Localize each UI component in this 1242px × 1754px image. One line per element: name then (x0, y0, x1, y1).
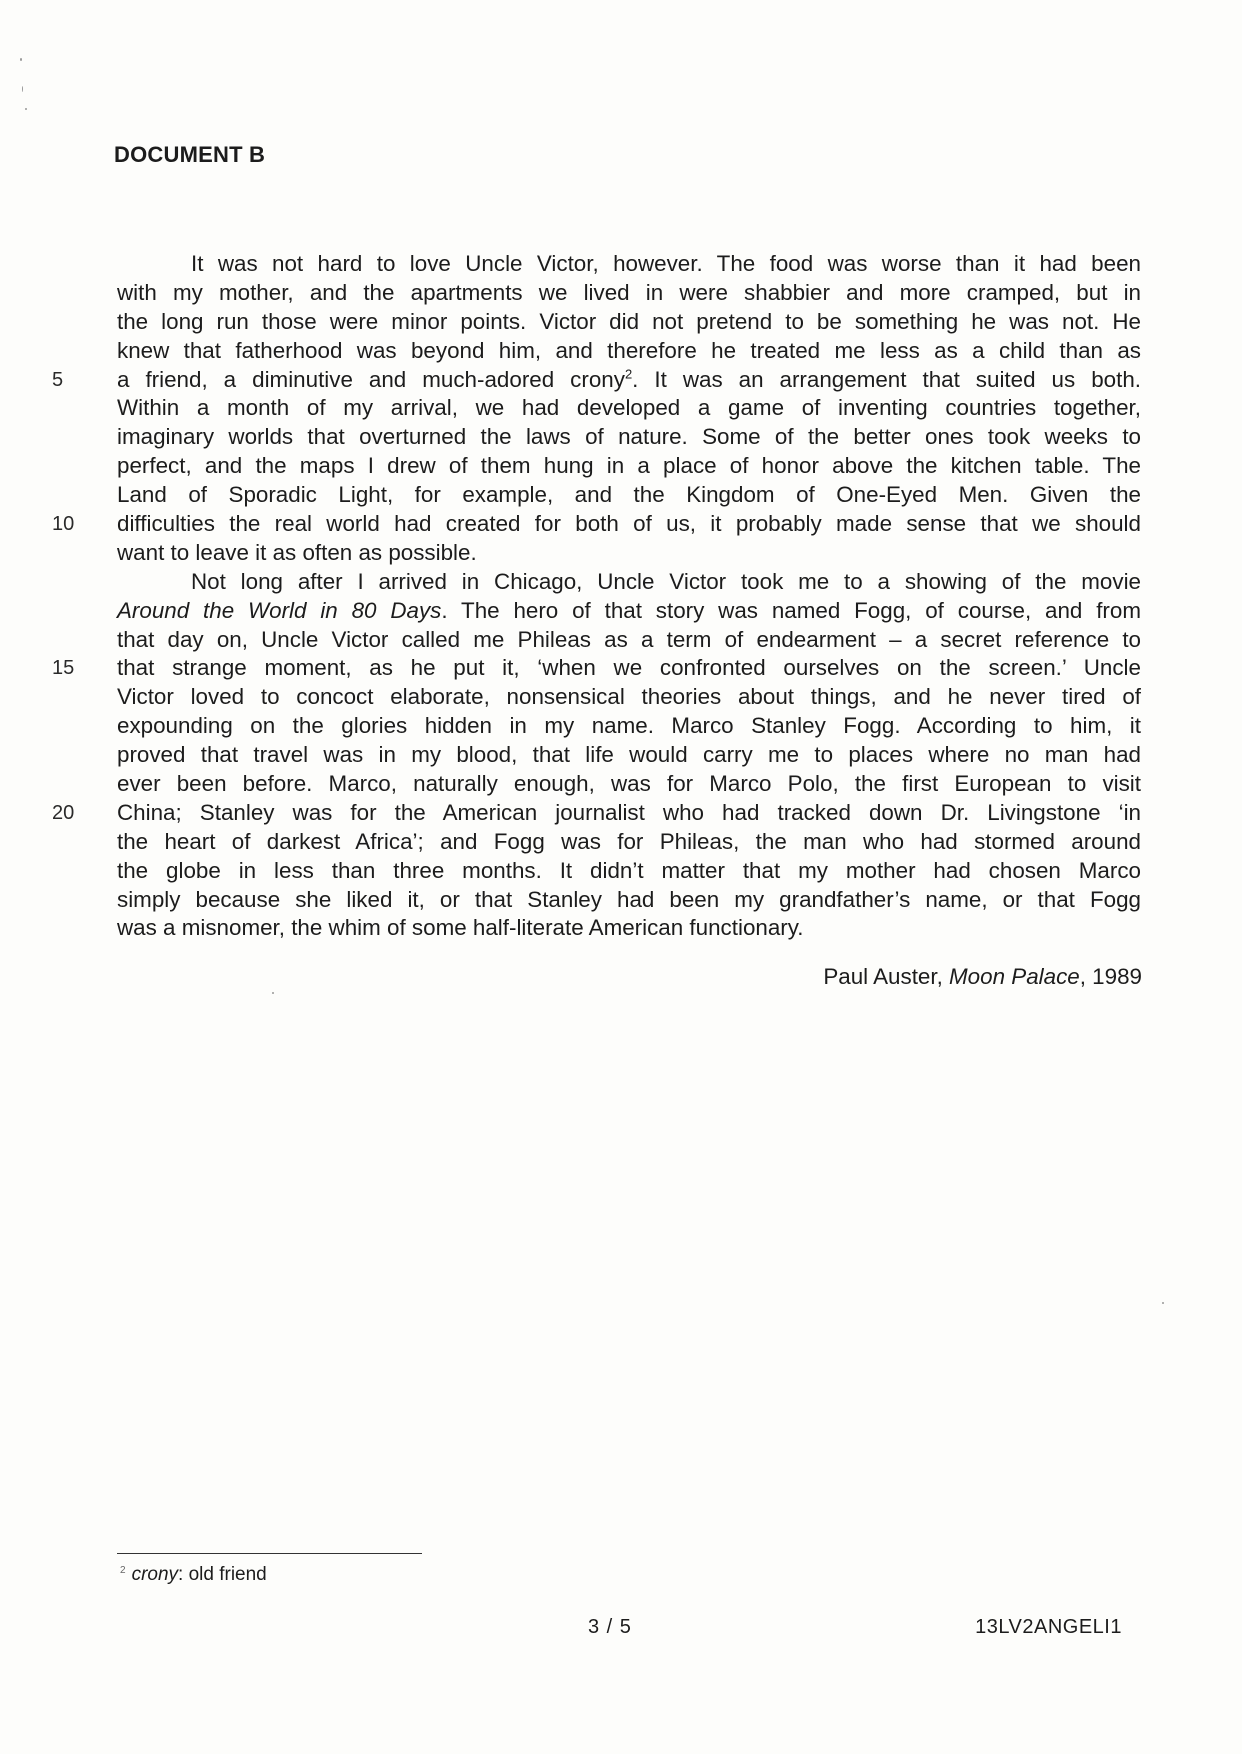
source-year: , 1989 (1079, 964, 1142, 989)
line-text: want to leave it as often as possible. (117, 539, 477, 565)
line-text: that strange moment, as he put it, ‘when we confronted ourselves on the screen.’ Uncle (117, 655, 1141, 681)
footnote-term: crony (131, 1564, 179, 1585)
passage-line (117, 279, 1141, 308)
passage-line (117, 770, 1141, 799)
line-text: expounding on the glories hidden in my name. Marco Stanley Fogg. According to him, it (117, 713, 1141, 739)
line-text: ever been before. Marco, naturally enough, was for Marco Polo, the first European to visit (117, 771, 1141, 797)
passage-line (117, 452, 1141, 481)
footnote-reference: 2 (624, 366, 633, 382)
line-number: 10 (52, 513, 75, 536)
scan-speck (272, 992, 274, 994)
line-text: China; Stanley was for the American journalist who had tracked down Dr. Livingstone ‘in (117, 799, 1141, 825)
passage-line (117, 741, 1141, 770)
passage-line (117, 250, 1141, 279)
line-text: imaginary worlds that overturned the laws of nature. Some of the better ones took weeks to (117, 424, 1141, 450)
footnote (120, 1564, 267, 1586)
page-number: 3 / 5 (588, 1616, 632, 1638)
line-text: that day on, Uncle Victor called me Phileas as a term of endearment – a secret reference to (117, 626, 1141, 652)
line-number: 5 (52, 368, 64, 391)
line-text: perfect, and the maps I drew of them hung in a place of honor above the kitchen table. The (117, 453, 1141, 479)
scan-speck (1162, 1302, 1164, 1304)
passage-line (52, 654, 1141, 683)
line-text: It was not hard to love Uncle Victor, however. The food was worse than it had been (191, 251, 1141, 276)
source-title: Moon Palace (949, 964, 1080, 989)
passage-line (117, 539, 1141, 568)
passage-line (117, 712, 1141, 741)
movie-title: Around the World in 80 Days (117, 597, 442, 623)
passage-line (117, 886, 1141, 915)
passage-line (117, 308, 1141, 337)
line-text: Land of Sporadic Light, for example, and the Kingdom of One-Eyed Men. Given the (117, 482, 1141, 508)
line-text: was a misnomer, the whim of some half-literate American functionary. (117, 915, 804, 941)
line-text: Victor loved to concoct elaborate, nonsensical theories about things, and he never tired of (117, 684, 1141, 710)
passage-line (117, 568, 1141, 597)
line-text: knew that fatherhood was beyond him, and therefore he treated me less as a child than as (117, 337, 1141, 363)
source-citation (823, 964, 1142, 990)
passage-line (117, 337, 1141, 366)
footnote-marker: 2 (120, 1564, 126, 1576)
passage-line (117, 626, 1141, 655)
passage-line (117, 394, 1141, 423)
line-text: the globe in less than three months. It didn’t matter that my mother had chosen Marco (117, 857, 1141, 883)
line-text: a friend, a diminutive and much-adored crony$^2$. It was an arrangement that suited us both. (117, 366, 1141, 392)
passage-line (117, 828, 1141, 857)
source-author: Paul Auster, (823, 964, 950, 989)
passage-line (52, 366, 1141, 395)
line-text: the long run those were minor points. Victor did not pretend to be something he was not. He (117, 308, 1141, 334)
passage-line (117, 481, 1141, 510)
line-text: Around the World in 80 Days. The hero of that story was named Fogg, of course, and from (117, 597, 1141, 623)
line-text: the heart of darkest Africa’; and Fogg was for Phileas, the man who had stormed around (117, 828, 1141, 854)
passage-line (52, 510, 1141, 539)
scan-speck (25, 108, 27, 110)
passage-line (117, 857, 1141, 886)
line-text: difficulties the real world had created for both of us, it probably made sense that we should (117, 511, 1141, 537)
footnote-definition: : old friend (178, 1564, 267, 1585)
line-text: with my mother, and the apartments we lived in were shabbier and more cramped, but in (117, 279, 1141, 305)
line-text: simply because she liked it, or that Stanley had been my grandfather’s name, or that Fogg (117, 886, 1141, 912)
line-text: Within a month of my arrival, we had developed a game of inventing countries together, (117, 395, 1141, 421)
passage-line (117, 423, 1141, 452)
scan-speck (20, 58, 22, 61)
scan-speck (22, 86, 23, 92)
line-text: proved that travel was in my blood, that life would carry me to places where no man had (117, 742, 1141, 768)
passage-text (52, 250, 1141, 943)
passage-line (117, 914, 1141, 943)
passage-line (117, 683, 1141, 712)
line-text: Not long after I arrived in Chicago, Uncle Victor took me to a showing of the movie (191, 568, 1141, 594)
document-code: 13LV2ANGELI1 (975, 1616, 1122, 1638)
passage-line (117, 597, 1141, 626)
line-number: 20 (52, 801, 75, 824)
line-number: 15 (52, 657, 75, 680)
document-heading: DOCUMENT B (114, 142, 266, 167)
footnote-divider (117, 1553, 422, 1554)
passage-line (52, 799, 1141, 828)
